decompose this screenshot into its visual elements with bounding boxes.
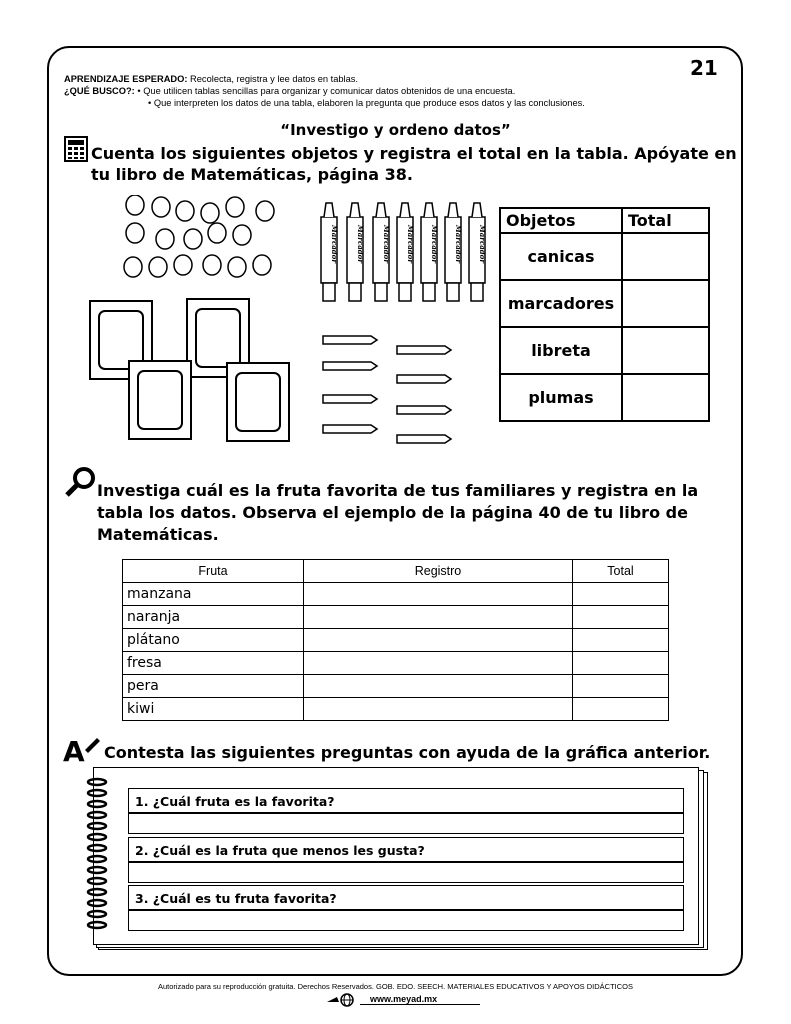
objects-illustration [85,195,495,455]
total-cell[interactable] [573,629,669,652]
que-busco-line [64,86,515,96]
objects-table [499,207,710,422]
pen-icon [397,346,451,354]
fruit-name: naranja [123,606,304,629]
magnifier-icon [64,466,96,498]
answer-line[interactable] [128,909,684,911]
pen-icon [397,406,451,414]
marker-label: Marcador [454,225,463,264]
header-total: Total [622,208,709,233]
header-objetos: Objetos [500,208,622,233]
total-cell[interactable] [573,583,669,606]
globe-logo-icon [325,992,365,1008]
row-label: plumas [500,374,622,421]
section3-instruction: Contesta las siguientes preguntas con ayuda de la gráfica anterior. [104,743,711,762]
marker-label: Marcador [330,225,339,264]
marker-label: Marcador [430,225,439,264]
section2-instruction-line: Matemáticas. [97,525,219,544]
total-cell[interactable] [573,698,669,721]
notebook-group [90,299,289,441]
notebook-icon [129,361,191,439]
marbles-group [124,195,274,277]
question-label: 3. ¿Cuál es tu fruta favorita? [135,891,337,906]
section2-instruction-line: tabla los datos. Observa el ejemplo de la página 40 de tu libro de [97,503,688,522]
aprendizaje-line [64,74,358,84]
que-busco-item: • Que interpreten los datos de una tabla, elaboren la pregunta que produce esos datos y las conclusiones. [148,98,585,108]
fruit-name: fresa [123,652,304,675]
header-fruta: Fruta [123,560,304,583]
registro-cell[interactable] [304,606,573,629]
notebook-icon [227,363,289,441]
calculator-icon [64,136,88,162]
fruit-name: kiwi [123,698,304,721]
total-cell[interactable] [573,606,669,629]
worksheet-title: “Investigo y ordeno datos” [280,121,511,139]
marker-label: Marcador [478,225,487,264]
fruit-name: plátano [123,629,304,652]
question-label: 1. ¿Cuál fruta es la favorita? [135,794,335,809]
section1-instruction-line2: tu libro de Matemáticas, página 38. [91,165,413,184]
answer-line[interactable] [128,861,684,863]
marker-label: Marcador [406,225,415,264]
aprendizaje-text: Recolecta, registra y lee datos en tablas. [187,74,359,84]
registro-cell[interactable] [304,629,573,652]
marble-icon [124,195,274,277]
marker-label: Marcador [382,225,391,264]
marker-label: Marcador [356,225,365,264]
page-number: 21 [690,56,718,80]
total-cell[interactable] [573,652,669,675]
registro-cell[interactable] [304,698,573,721]
total-cell[interactable] [622,280,709,327]
section2-instruction-line: Investiga cuál es la fruta favorita de tus familiares y registra en la [97,481,699,500]
pen-icon [397,375,451,383]
registro-cell[interactable] [304,675,573,698]
pen-icon [397,435,451,443]
svg-text:A: A [63,736,85,764]
registro-cell[interactable] [304,652,573,675]
header-total: Total [573,560,669,583]
section1-instruction-line1: Cuenta los siguientes objetos y registra el total en la tabla. Apóyate en [91,144,737,163]
header-registro: Registro [304,560,573,583]
pen-icon [323,425,377,433]
fruit-name: pera [123,675,304,698]
registro-cell[interactable] [304,583,573,606]
footer-url[interactable]: www.meyad.mx [360,994,480,1005]
row-label: marcadores [500,280,622,327]
spiral-binding [84,777,110,937]
que-busco-label: ¿QUÉ BUSCO?: [64,86,135,96]
answer-line[interactable] [128,812,684,814]
pen-group [323,336,451,443]
writing-icon [63,736,101,764]
total-cell[interactable] [622,374,709,421]
row-label: canicas [500,233,622,280]
total-cell[interactable] [622,327,709,374]
fruit-table [122,559,669,721]
que-busco-item: • Que utilicen tablas sencillas para organizar y comunicar datos obtenidos de una encuesta. [137,86,516,96]
fruit-name: manzana [123,583,304,606]
total-cell[interactable] [573,675,669,698]
row-label: libreta [500,327,622,374]
total-cell[interactable] [622,233,709,280]
pen-icon [323,362,377,370]
question-label: 2. ¿Cuál es la fruta que menos les gusta? [135,843,425,858]
footer-text: Autorizado para su reproducción gratuita. Derechos Reservados. GOB. EDO. SEECH. MATERIALES EDUCATIVOS Y APOYOS DIDÁCTICOS [157,982,634,991]
aprendizaje-label: APRENDIZAJE ESPERADO: [64,74,188,84]
pen-icon [323,336,377,344]
pen-icon [323,395,377,403]
